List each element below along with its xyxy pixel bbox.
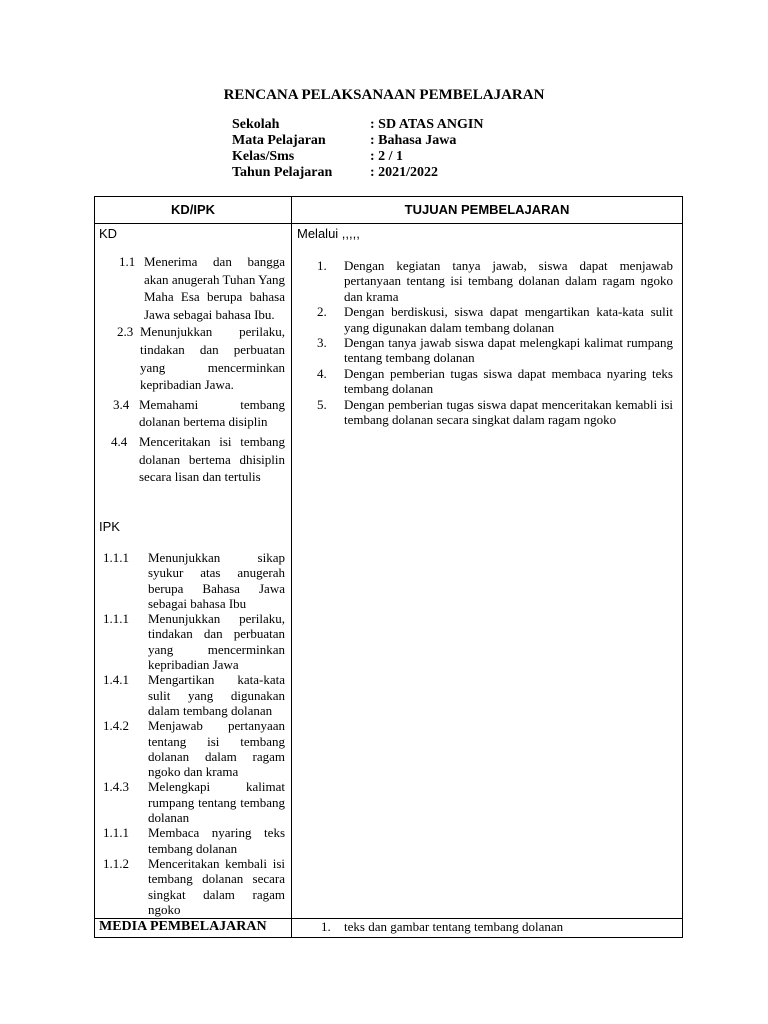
meta-value: : 2 / 1	[370, 149, 404, 164]
tujuan-item	[295, 304, 679, 335]
meta-label: Mata Pelajaran	[232, 133, 326, 148]
ipk-item	[95, 672, 291, 718]
tujuan-text: Dengan berdiskusi, siswa dapat mengartikan kata-kata sulit yang digunakan dalam tembang dolanan	[344, 304, 673, 335]
ipk-text: Menunjukkan perilaku, tindakan dan perbuatan yang mencerminkan kepribadian Jawa	[148, 611, 285, 673]
kd-text: Menceritakan isi tembang dolanan bertema dhisiplin secara lisan dan tertulis	[139, 433, 285, 485]
kd-label: KD	[99, 226, 118, 241]
document-meta	[232, 117, 552, 181]
meta-row-school	[232, 117, 552, 133]
tujuan-text: Dengan kegiatan tanya jawab, siswa dapat menjawab pertanyaan tentang isi tembang dolanan dalam ragam ngoko dan krama	[344, 258, 673, 304]
tujuan-item	[295, 366, 679, 397]
ipk-text: Menceritakan kembali isi tembang dolanan secara singkat dalam ragam ngoko	[148, 855, 285, 917]
kd-item	[95, 323, 291, 393]
tujuan-number: 2.	[317, 304, 327, 320]
tujuan-intro: Melalui ,,,,,	[297, 226, 360, 241]
ipk-text: Menunjukkan sikap syukur atas anugerah berupa Bahasa Jawa sebagai bahasa Ibu	[148, 550, 285, 611]
meta-row-year	[232, 165, 552, 181]
kd-item	[95, 253, 291, 323]
tujuan-number: 5.	[317, 396, 327, 412]
meta-row-class	[232, 149, 552, 165]
tujuan-number: 1.	[317, 258, 327, 273]
document-title: RENCANA PELAKSANAAN PEMBELAJARAN	[223, 87, 545, 103]
ipk-number: 1.4.1	[103, 672, 129, 688]
ipk-number: 1.1.1	[103, 550, 129, 565]
rpp-table	[94, 196, 683, 938]
ipk-item	[95, 779, 291, 825]
ipk-number: 1.1.1	[103, 825, 129, 841]
ipk-number: 1.1.1	[103, 611, 129, 627]
kd-item	[95, 433, 291, 486]
meta-label: Tahun Pelajaran	[232, 165, 333, 180]
ipk-item	[95, 825, 291, 856]
ipk-text: Melengkapi kalimat rumpang tentang tembang dolanan	[148, 779, 285, 826]
meta-value: : SD ATAS ANGIN	[370, 117, 484, 132]
tujuan-text: Dengan pemberian tugas siswa dapat membaca nyaring teks tembang dolanan	[344, 365, 673, 397]
kd-list	[95, 253, 291, 486]
kd-item	[95, 396, 291, 431]
ipk-item	[95, 856, 291, 917]
tujuan-item	[295, 258, 679, 304]
tujuan-text: Dengan tanya jawab siswa dapat melengkapi kalimat rumpang tentang tembang dolanan	[344, 335, 673, 366]
tujuan-item	[295, 335, 679, 366]
ipk-item	[95, 550, 291, 611]
ipk-number: 1.1.2	[103, 855, 129, 871]
tujuan-item	[295, 397, 679, 428]
tujuan-text: Dengan pemberian tugas siswa dapat menceritakan kemabli isi tembang dolanan secara singkat dalam ragam ngoko	[344, 396, 673, 428]
tujuan-list	[295, 258, 679, 427]
meta-value: : Bahasa Jawa	[370, 133, 457, 148]
media-label: MEDIA PEMBELAJARAN	[99, 919, 267, 934]
meta-label: Sekolah	[232, 117, 280, 132]
tujuan-number: 4.	[317, 365, 327, 381]
ipk-label: IPK	[99, 519, 120, 534]
header-divider	[95, 223, 682, 224]
ipk-number: 1.4.2	[103, 718, 129, 734]
ipk-text: Membaca nyaring teks tembang dolanan	[148, 825, 285, 856]
ipk-item	[95, 611, 291, 672]
kd-text: Menerima dan bangga akan anugerah Tuhan Yang Maha Esa berupa bahasa Jawa sebagai bahasa Ibu.	[144, 254, 285, 322]
ipk-item	[95, 718, 291, 779]
kd-number: 4.4	[111, 433, 128, 449]
column-divider	[291, 197, 292, 937]
kd-number: 2.3	[117, 324, 134, 340]
ipk-list	[95, 550, 291, 917]
media-number: 1.	[321, 919, 331, 934]
kd-number: 3.4	[113, 396, 130, 412]
header-tujuan: TUJUAN PEMBELAJARAN	[404, 202, 570, 217]
kd-text: Menunjukkan perilaku, tindakan dan perbuatan yang mencerminkan kepribadian Jawa.	[140, 324, 285, 393]
ipk-text: Mengartikan kata-kata sulit yang digunakan dalam tembang dolanan	[148, 672, 285, 718]
kd-text: Memahami tembang dolanan bertema disiplin	[139, 396, 285, 430]
meta-row-subject	[232, 133, 552, 149]
ipk-number: 1.4.3	[103, 779, 129, 795]
kd-number: 1.1	[119, 254, 136, 269]
header-kd-ipk: KD/IPK	[170, 202, 216, 217]
meta-label: Kelas/Sms	[232, 149, 295, 164]
meta-value: : 2021/2022	[370, 165, 439, 180]
ipk-text: Menjawab pertanyaan tentang isi tembang dolanan dalam ragam ngoko dan krama	[148, 718, 285, 780]
tujuan-number: 3.	[317, 335, 327, 351]
media-text: teks dan gambar tentang tembang dolanan	[344, 919, 564, 934]
